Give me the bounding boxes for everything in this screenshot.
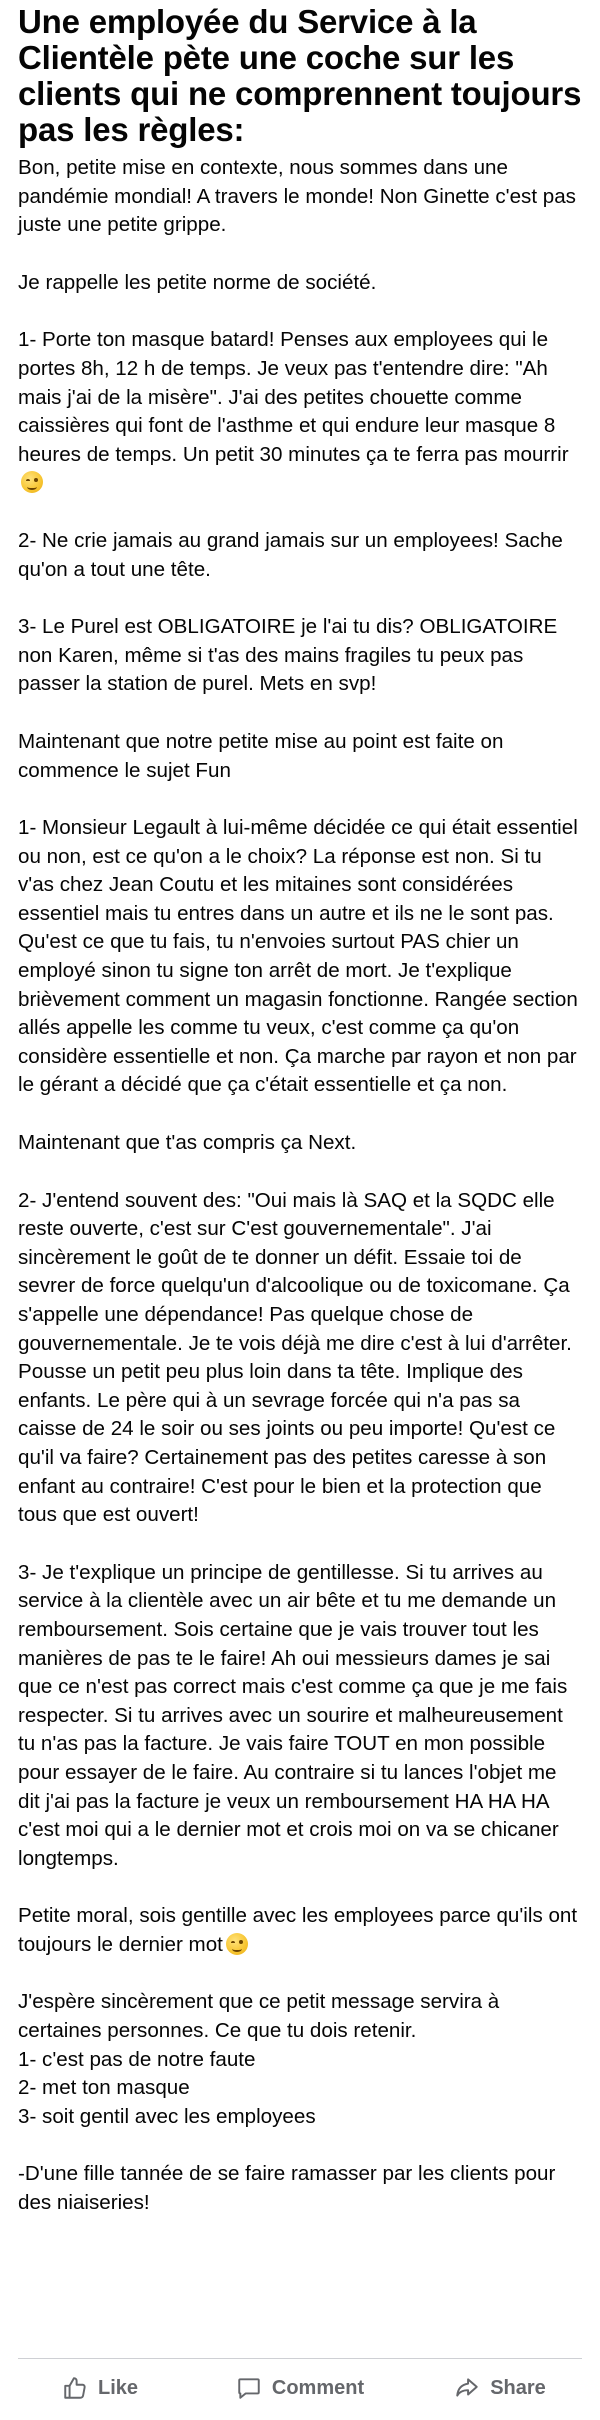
paragraph-fun-intro: Maintenant que notre petite mise au point est faite on commence le sujet Fun	[18, 729, 504, 782]
winking-face-icon	[226, 1933, 248, 1955]
post-body	[0, 148, 600, 2218]
comment-label: Comment	[271, 2376, 365, 2399]
paragraph-fun-1: 1- Monsieur Legault à lui-même décidée ce qui était essentiel ou non, est ce qu'on a le choix? La réponse est non. Si tu v'as chez Jean Coutu et les mitaines sont considérées essentiel mais tu entres dans un autre et ils ne le sont pas. Qu'est ce que tu fais, tu n'envoies surtout PAS chier un employé sinon tu signe ton arrêt de mort. Je t'explique brièvement comment un magasin fonctionne. Rangée section allés appelle les comme tu veux, c'est comme ça qu'on considère essentielle et non. Ça marche par rayon et non par le gérant a décidé que ça c'était essentielle et ça non.	[18, 816, 578, 1097]
comment-bubble-icon	[236, 2375, 262, 2401]
paragraph-norms-intro: Je rappelle les petite norme de société.	[18, 270, 377, 294]
like-label: Like	[97, 2376, 139, 2399]
moral-text: Petite moral, sois gentille avec les employees parce qu'ils ont toujours le dernier mot	[18, 1904, 578, 1956]
paragraph-summary: J'espère sincèrement que ce petit message servira à certaines personnes. Ce que tu dois retenir. 1- c'est pas de notre faute 2- met ton masque 3- soit gentil avec les employees	[18, 1990, 500, 2128]
thumbs-up-icon	[62, 2375, 88, 2401]
paragraph-next: Maintenant que t'as compris ça Next.	[18, 1131, 357, 1155]
paragraph-context: Bon, petite mise en contexte, nous sommes dans une pandémie mondial! A travers le monde! Non Ginette c'est pas juste une petite grippe.	[18, 156, 576, 237]
share-button[interactable]	[400, 2362, 600, 2414]
paragraph-signature: -D'une fille tannée de se faire ramasser par les clients pour des niaiseries!	[18, 2162, 556, 2215]
actions-divider	[18, 2358, 582, 2359]
paragraph-rule-purel: 3- Le Purel est OBLIGATOIRE je l'ai tu dis? OBLIGATOIRE non Karen, même si t'as des mains fragiles tu peux pas passer la station de purel. Mets en svp!	[18, 615, 558, 696]
paragraph-fun-2: 2- J'entend souvent des: "Oui mais là SAQ et la SQDC elle reste ouverte, c'est sur C'est gouvernementale". J'ai sincèrement le goût de te donner un défit. Essaie toi de sevrer de force quelqu'un d'alcoolique ou de toxicomane. Ça s'appelle une dépendance! Pas quelque chose de gouvernementale. Je te vois déjà me dire c'est à lui d'arrêter. Pousse un petit peu plus loin dans ta tête. Implique des enfants. Le père qui à un sevrage forcée qui n'a pas sa caisse de 24 le soir ou ses joints ou peu importe! Qu'est ce qu'il va faire? Certainement pas des petites caresse à son enfant au contraire! C'est pour le bien et la protection que tous que est ouvert!	[18, 1188, 572, 1527]
comment-button[interactable]	[200, 2362, 400, 2414]
paragraph-fun-3: 3- Je t'explique un principe de gentillesse. Si tu arrives au service à la clientèle avec un air bête et tu me demande un remboursement. Sois certaine que je vais trouver tout les manières de pas te le faire! Ah oui messieurs dames je sai que ce n'est pas correct mais c'est comme ça que je me fais respecter. Si tu arrives avec un sourire et malheureusement tu n'as pas la facture. Je vais faire TOUT en mon possible pour essayer de le faire. Au contraire si tu lances l'objet me dit j'ai pas la facture je veux un remboursement HA HA HA c'est moi qui a le dernier mot et crois moi on va se chicaner longtemps.	[18, 1560, 568, 1870]
share-label: Share	[490, 2376, 546, 2399]
like-button[interactable]	[0, 2362, 200, 2414]
share-arrow-icon	[454, 2375, 480, 2401]
winking-face-icon	[21, 471, 43, 493]
paragraph-rule-mask	[18, 326, 582, 498]
rule-mask-text: 1- Porte ton masque batard! Penses aux employees qui le portes 8h, 12 h de temps. Je veux pas t'entendre dire: "Ah mais j'ai de la misère". J'ai des petites chouette comme caissières qui font de l'asthme et qui endure leur masque 8 heures de temps. Un petit 30 minutes ça te ferra pas mourrir	[18, 328, 569, 466]
post-actions-bar	[0, 2362, 600, 2414]
post-title: Une employée du Service à la Clientèle pète une coche sur les clients qui ne comprennent toujours pas les règles:	[18, 3, 582, 148]
paragraph-moral	[18, 1902, 582, 1959]
paragraph-rule-shout: 2- Ne crie jamais au grand jamais sur un employees! Sache qu'on a tout une tête.	[18, 528, 563, 581]
